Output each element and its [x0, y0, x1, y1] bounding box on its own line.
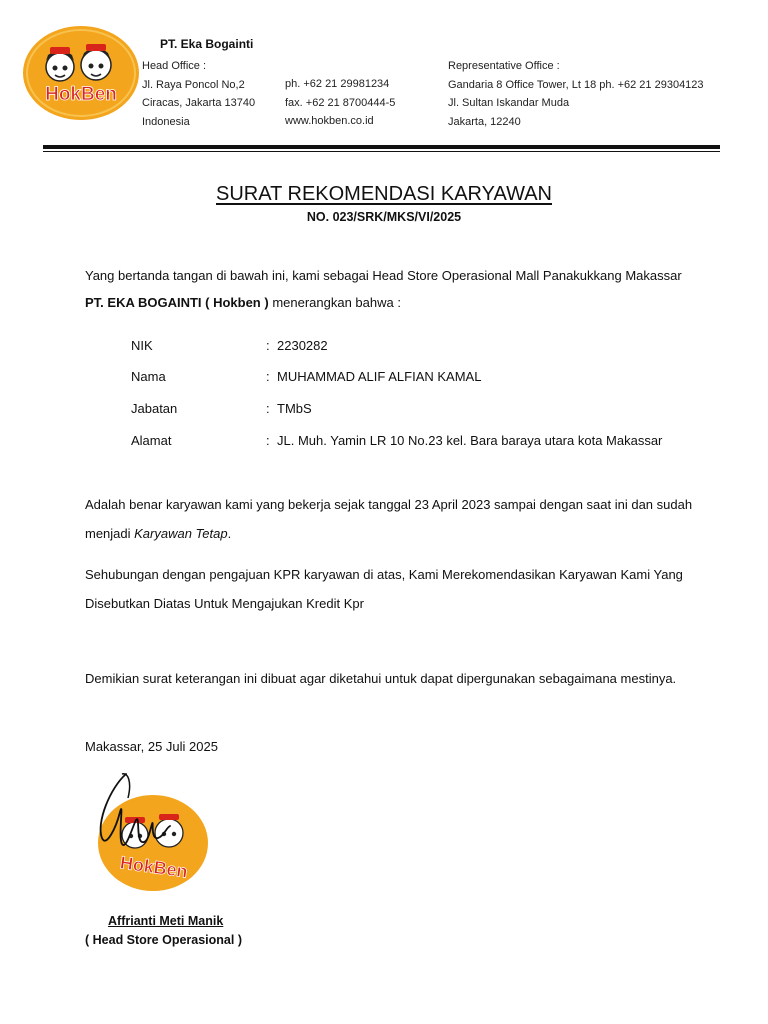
header-rule-thin — [43, 151, 720, 152]
company-bold: PT. EKA BOGAINTI ( Hokben ) — [85, 295, 269, 310]
field-colon: : — [266, 433, 270, 448]
field-label-jabatan: Jabatan — [131, 401, 178, 416]
field-colon: : — [266, 369, 270, 384]
rep-office-line1: Gandaria 8 Office Tower, Lt 18 ph. +62 21 29304123 — [448, 78, 704, 91]
signer-title: ( Head Store Operasional ) — [85, 933, 242, 947]
field-value-nik: 2230282 — [277, 338, 328, 353]
intro-line-2-rest: menerangkan bahwa : — [268, 295, 401, 310]
paragraph-1-line-2 — [85, 524, 231, 544]
head-office-line1: Jl. Raya Poncol No,2 — [142, 78, 245, 91]
head-office-line2: Ciracas, Jakarta 13740 — [142, 97, 256, 109]
letter-number: NO. 023/SRK/MKS/VI/2025 — [306, 210, 462, 224]
hokben-logo — [22, 25, 140, 121]
paragraph-2-line-2: Disebutkan Diatas Untuk Mengajukan Kredit Kpr — [85, 596, 364, 611]
header-rule-thick — [43, 145, 720, 149]
signer-name: Affrianti Meti Manik — [108, 914, 224, 928]
company-name: PT. Eka Bogainti — [160, 37, 254, 51]
closing-paragraph: Demikian surat keterangan ini dibuat agar diketahui untuk dapat dipergunakan sebagaimana mestinya. — [85, 671, 677, 686]
intro-line-2 — [85, 293, 401, 313]
para1-prefix: menjadi — [85, 526, 135, 541]
website: www.hokben.co.id — [285, 115, 374, 127]
fax: fax. +62 21 8700444-5 — [285, 96, 396, 109]
rep-office-label: Representative Office : — [448, 60, 560, 72]
rep-office-line2: Jl. Sultan Iskandar Muda — [448, 97, 570, 109]
head-office-block — [142, 57, 255, 131]
letter-title: SURAT REKOMENDASI KARYAWAN — [216, 183, 552, 205]
field-label-alamat: Alamat — [131, 433, 172, 448]
field-colon: : — [266, 338, 270, 353]
intro-line-1: Yang bertanda tangan di bawah ini, kami sebagai Head Store Operasional Mall Panakukkang Makassar — [85, 268, 682, 283]
field-value-alamat: JL. Muh. Yamin LR 10 No.23 kel. Bara baraya utara kota Makassar — [277, 433, 663, 448]
field-label-nama: Nama — [131, 369, 166, 384]
field-colon: : — [266, 401, 270, 416]
svg-text:HokBen: HokBen — [118, 852, 189, 882]
rep-office-line3: Jakarta, 12240 — [448, 115, 521, 128]
handwritten-signature — [92, 768, 182, 868]
employment-status: Karyawan Tetap — [134, 526, 228, 541]
phone: ph. +62 21 29981234 — [285, 78, 390, 90]
rep-office-block — [448, 57, 704, 131]
head-office-label: Head Office : — [142, 60, 206, 72]
paragraph-1-line-1: Adalah benar karyawan kami yang bekerja sejak tanggal 23 April 2023 sampai dengan saat ini dan sudah — [85, 497, 693, 512]
paragraph-2-line-1: Sehubungan dengan pengajuan KPR karyawan di atas, Kami Merekomendasikan Karyawan Kami Yang — [85, 567, 683, 582]
contact-block — [285, 75, 395, 131]
field-value-jabatan: TMbS — [277, 401, 312, 416]
head-office-line3: Indonesia — [142, 115, 190, 128]
para1-suffix: . — [227, 526, 232, 541]
field-value-nama: MUHAMMAD ALIF ALFIAN KAMAL — [277, 369, 482, 384]
svg-text:HokBen: HokBen — [45, 84, 117, 105]
field-label-nik: NIK — [131, 338, 153, 353]
place-date: Makassar, 25 Juli 2025 — [85, 739, 218, 754]
